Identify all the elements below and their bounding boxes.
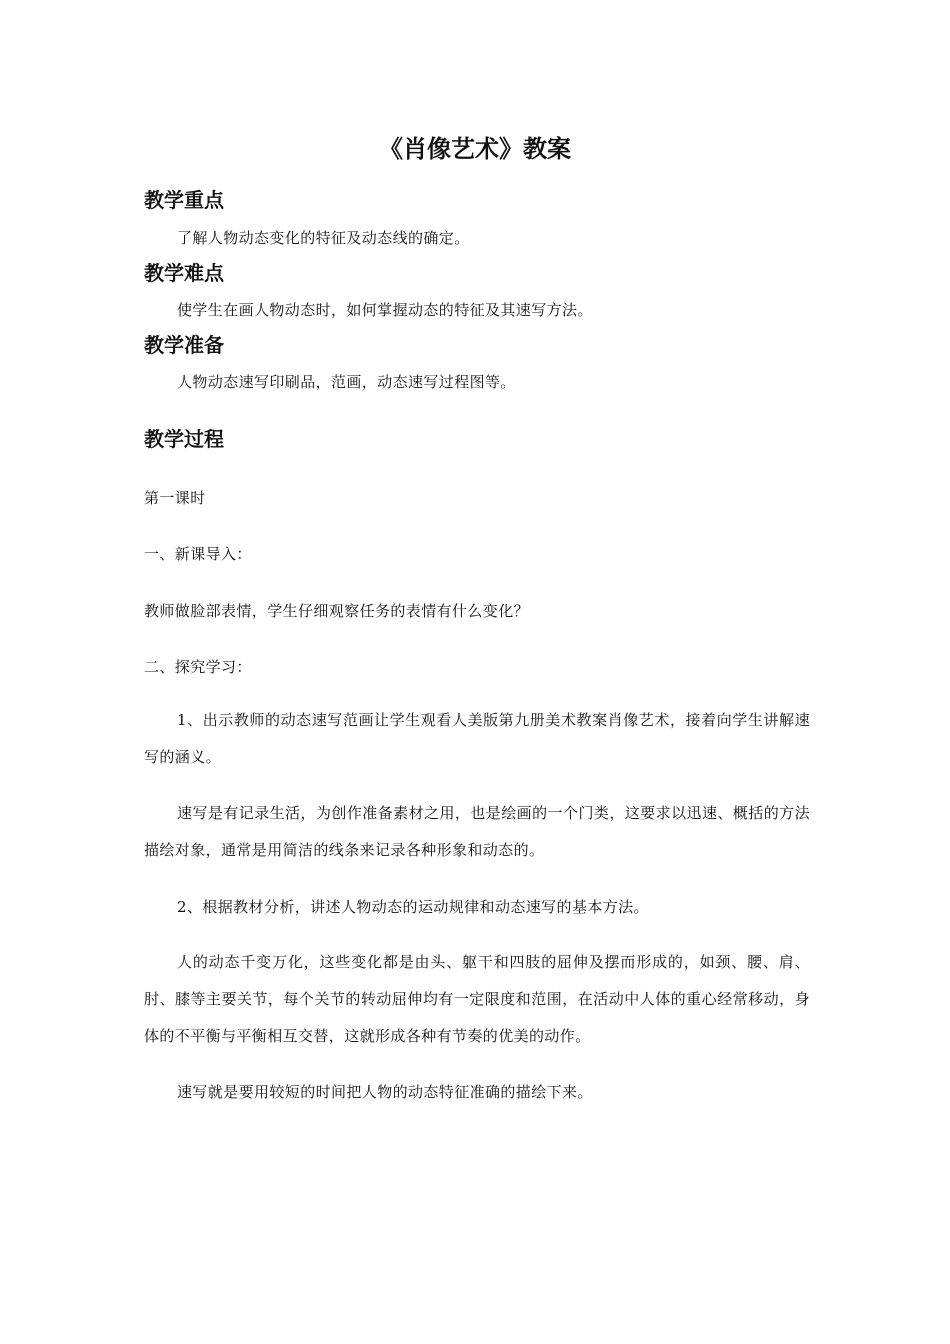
lesson-label: 第一课时 bbox=[144, 489, 206, 507]
paragraph-4: 人的动态千变万化，这些变化都是由头、躯干和四肢的屈伸及摆而形成的，如颈、腰、肩、肘、膝等主要关节，每个关节的转动屈伸均有一定限度和范围，在活动中人体的重心经常移动，身体的不平衡与平衡相互交替，这就形成各种有节奏的优美的动作。 bbox=[144, 953, 810, 1045]
step2-title: 二、探究学习： bbox=[144, 658, 252, 676]
paragraph-1: 1、出示教师的动态速写范画让学生观看人美版第九册美术教案肖像艺术，接着向学生讲解速写的涵义。 bbox=[144, 711, 810, 766]
heading-process: 教学过程 bbox=[144, 427, 224, 451]
paragraph-2: 速写是有记录生活，为创作准备素材之用，也是绘画的一个门类，这要求以迅速、概括的方法描绘对象，通常是用简洁的线条来记录各种形象和动态的。 bbox=[144, 804, 810, 859]
difficulties-text: 使学生在画人物动态时，如何掌握动态的特征及其速写方法。 bbox=[177, 301, 593, 319]
paragraph-5: 速写就是要用较短的时间把人物的动态特征准确的描绘下来。 bbox=[177, 1083, 593, 1101]
document-title: 《肖像艺术》教案 bbox=[379, 135, 571, 163]
paragraph-3: 2、根据教材分析，讲述人物动态的运动规律和动态速写的基本方法。 bbox=[177, 898, 649, 916]
preparation-text: 人物动态速写印刷品，范画，动态速写过程图等。 bbox=[177, 373, 516, 391]
heading-difficulties: 教学难点 bbox=[144, 261, 224, 285]
key-points-text: 了解人物动态变化的特征及动态线的确定。 bbox=[177, 229, 470, 247]
heading-key-points: 教学重点 bbox=[144, 188, 224, 212]
step1-text: 教师做脸部表情，学生仔细观察任务的表情有什么变化？ bbox=[144, 602, 530, 620]
step1-title: 一、新课导入： bbox=[144, 545, 252, 563]
heading-preparation: 教学准备 bbox=[144, 333, 224, 357]
